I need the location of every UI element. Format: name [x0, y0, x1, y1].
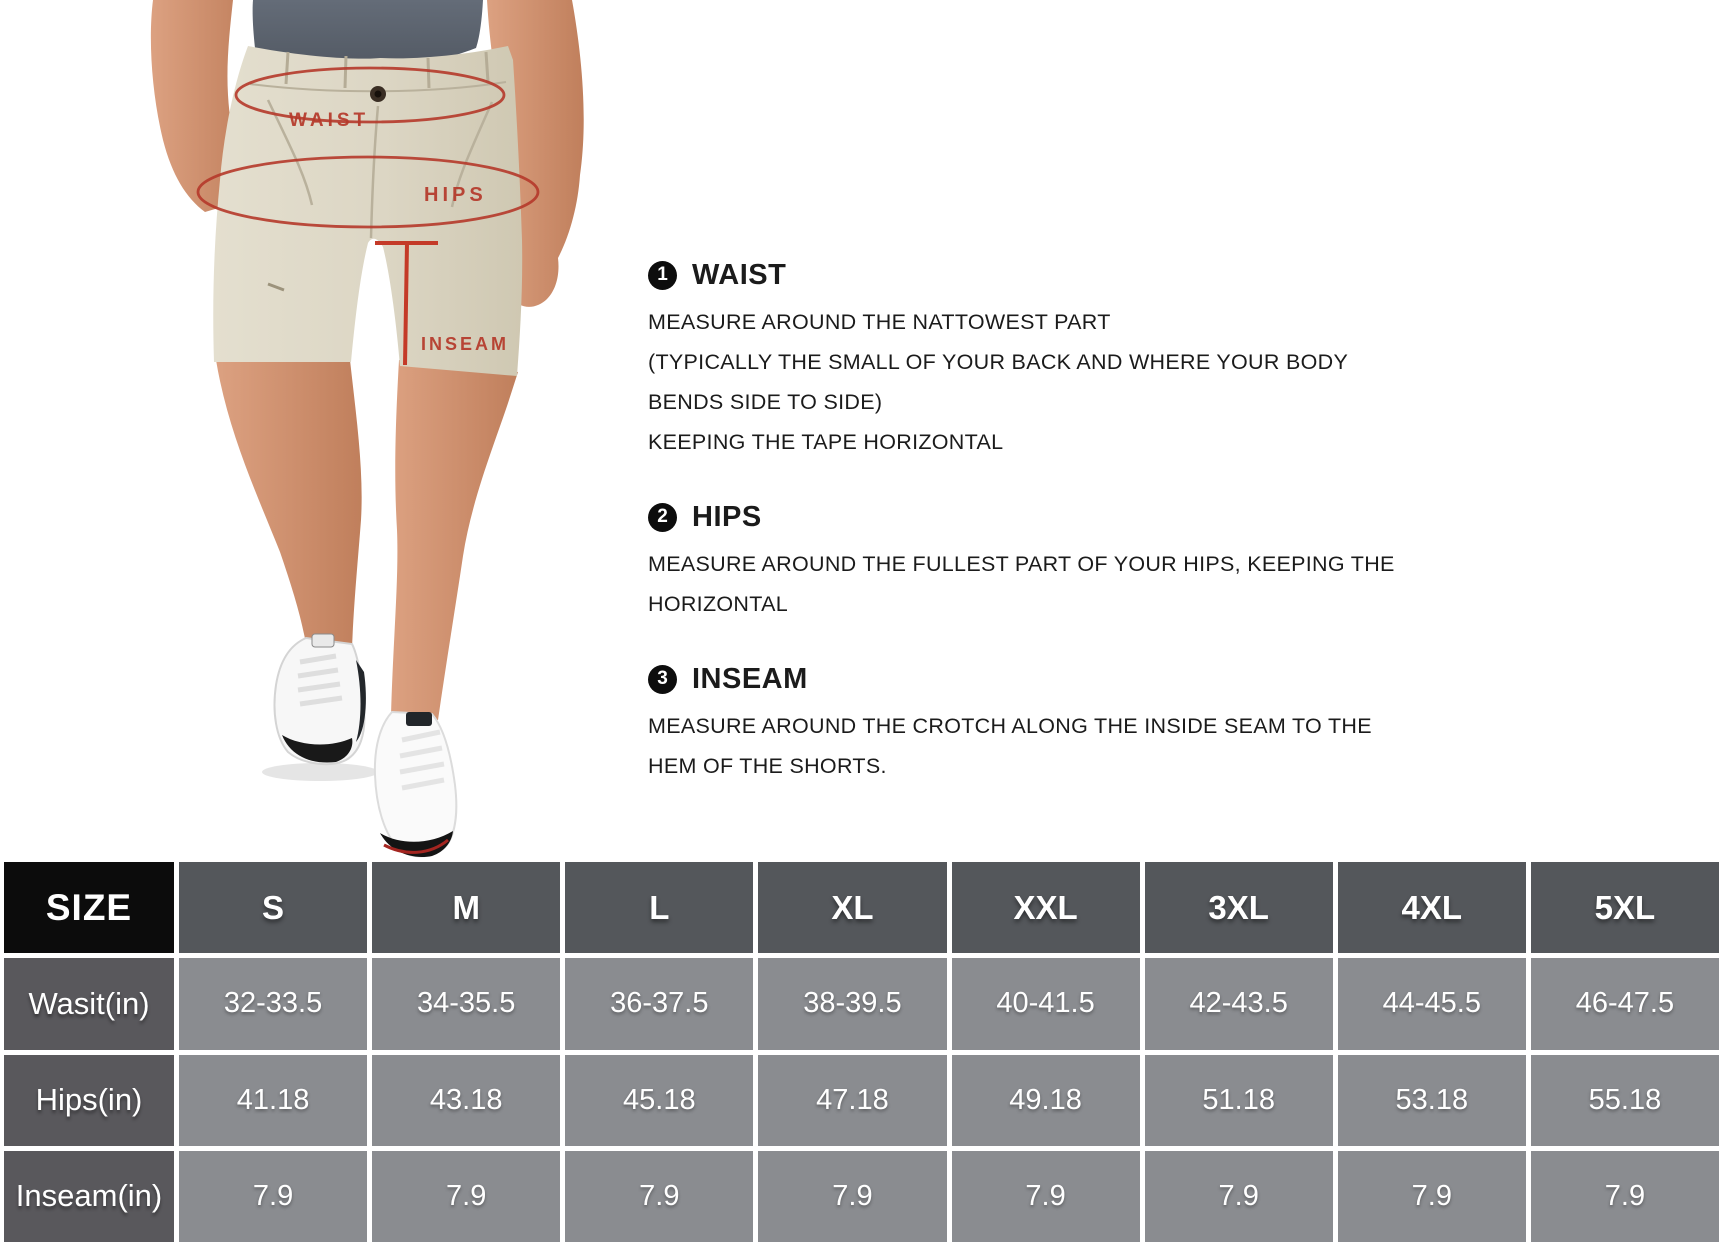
- left-leg: [216, 360, 362, 648]
- instruction-text: BENDS SIDE TO SIDE): [648, 390, 883, 414]
- instruction-waist: [648, 260, 1448, 462]
- left-shoe-tongue-tag: [312, 634, 334, 647]
- size-header-xl: XL: [758, 862, 946, 953]
- inseam-value: 7.9: [952, 1151, 1140, 1242]
- instruction-text: MEASURE AROUND THE FULLEST PART OF YOUR HIPS, KEEPING THE: [648, 552, 1395, 576]
- waist-value: 46-47.5: [1531, 958, 1719, 1049]
- left-shoe-shadow: [262, 763, 378, 781]
- size-header-l: L: [565, 862, 753, 953]
- hips-value: 41.18: [179, 1055, 367, 1146]
- instruction-text: MEASURE AROUND THE NATTOWEST PART: [648, 310, 1111, 334]
- size-header-m: M: [372, 862, 560, 953]
- waist-value: 32-33.5: [179, 958, 367, 1049]
- row-label-hips: Hips(in): [4, 1055, 174, 1146]
- inseam-value: 7.9: [179, 1151, 367, 1242]
- size-header-3xl: 3XL: [1145, 862, 1333, 953]
- hips-value: 51.18: [1145, 1055, 1333, 1146]
- instruction-hips: [648, 502, 1448, 624]
- inseam-value: 7.9: [372, 1151, 560, 1242]
- size-header-4xl: 4XL: [1338, 862, 1526, 953]
- hips-value: 45.18: [565, 1055, 753, 1146]
- waist-value: 40-41.5: [952, 958, 1140, 1049]
- shorts: [213, 46, 522, 376]
- row-label-inseam: Inseam(in): [4, 1151, 174, 1242]
- instruction-text: (TYPICALLY THE SMALL OF YOUR BACK AND WHERE YOUR BODY: [648, 350, 1349, 374]
- instruction-text: KEEPING THE TAPE HORIZONTAL: [648, 430, 1004, 454]
- hips-measure-label: HIPS: [424, 184, 487, 206]
- inseam-value: 7.9: [1145, 1151, 1333, 1242]
- instruction-text: MEASURE AROUND THE CROTCH ALONG THE INSIDE SEAM TO THE: [648, 714, 1372, 738]
- instruction-title-inseam: INSEAM: [692, 662, 808, 695]
- hips-value: 47.18: [758, 1055, 946, 1146]
- size-header-5xl: 5XL: [1531, 862, 1719, 953]
- hips-value: 43.18: [372, 1055, 560, 1146]
- waist-value: 36-37.5: [565, 958, 753, 1049]
- instruction-text: HEM OF THE SHORTS.: [648, 754, 887, 778]
- step-3-badge: 3: [648, 665, 677, 694]
- inseam-line: [405, 243, 407, 365]
- model-photo: [0, 0, 640, 858]
- inseam-value: 7.9: [565, 1151, 753, 1242]
- right-leg: [391, 360, 518, 720]
- inseam-value: 7.9: [1531, 1151, 1719, 1242]
- waist-measure-label: WAIST: [289, 110, 370, 131]
- waist-value: 42-43.5: [1145, 958, 1333, 1049]
- instruction-title-hips: HIPS: [692, 500, 762, 533]
- step-1-badge: 1: [648, 261, 677, 290]
- instruction-inseam: [648, 664, 1448, 786]
- hips-value: 55.18: [1531, 1055, 1719, 1146]
- size-header-s: S: [179, 862, 367, 953]
- waist-value: 38-39.5: [758, 958, 946, 1049]
- instruction-title-waist: WAIST: [692, 258, 787, 291]
- hips-value: 53.18: [1338, 1055, 1526, 1146]
- inseam-value: 7.9: [758, 1151, 946, 1242]
- waist-value: 44-45.5: [1338, 958, 1526, 1049]
- step-2-badge: 2: [648, 503, 677, 532]
- measuring-instructions: [648, 260, 1448, 826]
- size-header-xxl: XXL: [952, 862, 1140, 953]
- shorts-button-center: [375, 91, 382, 98]
- inseam-value: 7.9: [1338, 1151, 1526, 1242]
- inseam-measure-label: INSEAM: [421, 334, 510, 354]
- size-chart-table: [0, 858, 1723, 1246]
- right-shoe-tongue-tag: [406, 712, 432, 726]
- waist-value: 34-35.5: [372, 958, 560, 1049]
- instruction-text: HORIZONTAL: [648, 592, 788, 616]
- hips-value: 49.18: [952, 1055, 1140, 1146]
- size-column-header: SIZE: [4, 862, 174, 953]
- row-label-waist: Wasit(in): [4, 958, 174, 1049]
